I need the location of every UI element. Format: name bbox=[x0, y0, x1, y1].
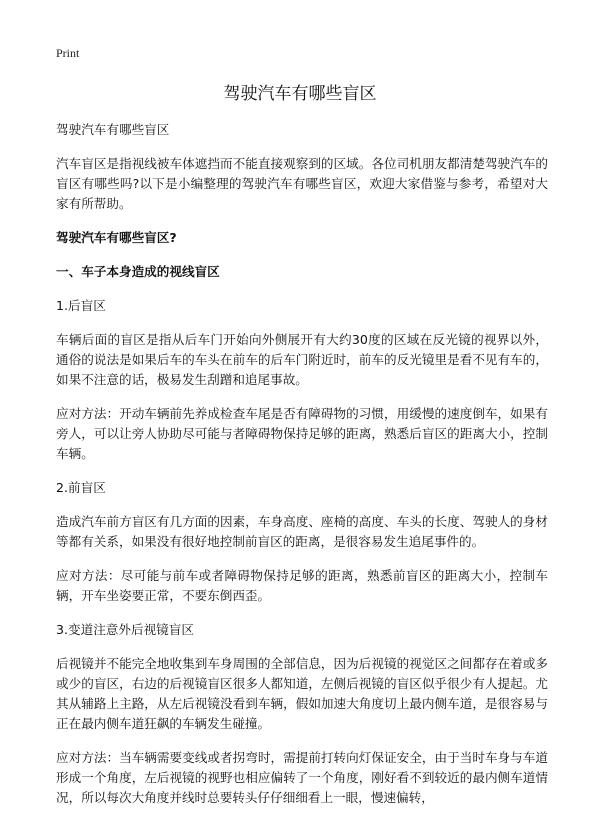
section-heading: 一、车子本身造成的视线盲区 bbox=[56, 264, 220, 279]
page-title: 驾驶汽车有哪些盲区 bbox=[223, 84, 377, 104]
item-paragraph: 造成汽车前方盲区有几方面的因素，车身高度、座椅的高度、车头的长度、驾驶人的身材等都有关系，如果没有很好地控制前盲区的距离，是很容易发生追尾事件的。 bbox=[56, 514, 548, 549]
item-heading: 2.前盲区 bbox=[56, 480, 106, 495]
print-link[interactable]: Print bbox=[56, 46, 80, 60]
item-paragraph: 车辆后面的盲区是指从后车门开始向外侧展开有大约30度的区域在反光镜的视界以外，通俗的说法是如果后车的车头在前车的后车门附近时，前车的反光镜里是看不见有车的，如果不注意的话，极易发生刮蹭和追尾事故。 bbox=[56, 332, 548, 387]
item-heading: 1.后盲区 bbox=[56, 298, 106, 313]
method-paragraph: 应对方法：开动车辆前先养成检查车尾是否有障碍物的习惯，用缓慢的速度倒车，如果有旁人，可以让旁人协助尽可能与者障碍物保持足够的距离，熟悉后盲区的距离大小，控制车辆。 bbox=[56, 406, 548, 461]
method-paragraph: 应对方法：当车辆需要变线或者拐弯时，需提前打转向灯保证安全，由于当时车身与车道形成一个角度，左后视镜的视野也相应偏转了一个角度，刚好看不到较近的最内侧车道情况，所以每次大角度并线时总要转头仔仔细细看上一眼，慢速偏转， bbox=[56, 750, 548, 805]
intro-paragraph: 汽车盲区是指视线被车体遮挡而不能直接观察到的区域。各位司机朋友都清楚驾驶汽车的盲区有哪些吗?以下是小编整理的驾驶汽车有哪些盲区，欢迎大家借鉴与参考，希望对大家有所帮助。 bbox=[56, 156, 548, 211]
article-subtitle: 驾驶汽车有哪些盲区 bbox=[56, 122, 170, 137]
method-paragraph: 应对方法：尽可能与前车或者障碍物保持足够的距离，熟悉前盲区的距离大小，控制车辆，开车坐姿要正常，不要东倒西歪。 bbox=[56, 568, 548, 603]
article-body bbox=[56, 120, 548, 822]
question-heading: 驾驶汽车有哪些盲区? bbox=[56, 230, 177, 245]
item-heading: 3.变道注意外后视镜盲区 bbox=[56, 622, 194, 637]
item-paragraph: 后视镜并不能完全地收集到车身周围的全部信息，因为后视镜的视觉区之间都存在着或多或少的盲区，右边的后视镜盲区很多人都知道，左侧后视镜的盲区似乎很少有人提起。尤其从辅路上主路，从左后视镜没看到车辆，假如加速大角度切上最内侧车道，是很容易与正在最内侧车道狂飙的车辆发生碰撞。 bbox=[56, 656, 548, 731]
